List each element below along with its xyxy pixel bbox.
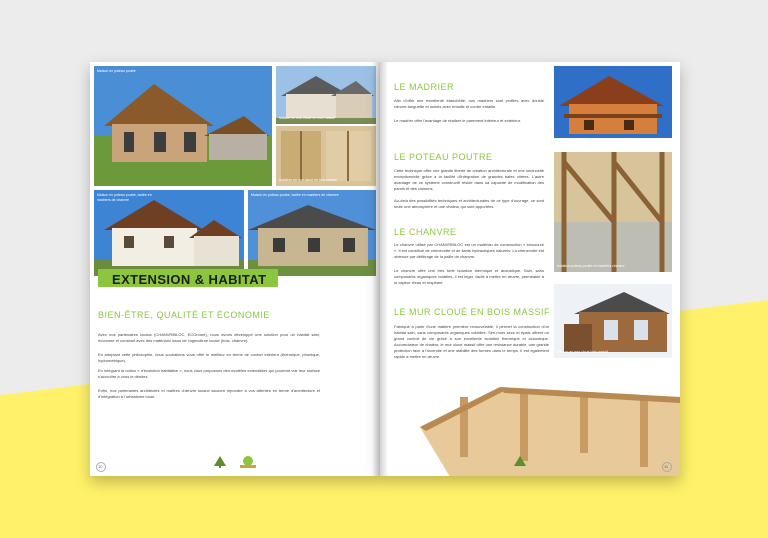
left-page <box>90 62 380 476</box>
photo5-caption: Maison en poteau poutre, isolée en madriers de chanvre <box>251 193 339 197</box>
photo3-caption: Isolation en mur cloué en bois massif <box>279 178 337 182</box>
poteau-paragraph-1: Cette technique offre une grande liberté de création architecturale et une luminosité exceptionnelle grâce à la facilité d'intégration de grandes baies vitrées. L'autre avantage de ce système constructif réside dans sa capacité de modification des parois et des cloisons. <box>394 168 544 191</box>
right-page <box>380 62 680 476</box>
intro-paragraph-3: En intégrant la notion « d'évolution habitative », nous vous proposons des modèles extensibles qui pourront voir leur surface s'accroître à vous le désirez. <box>98 368 320 379</box>
page-number-left: 10 <box>98 464 103 469</box>
intro-paragraph-2: En adoptant cette philosophie, nous souhaitons vous offrir le meilleur en terme de confort intérieur (thermique, phonique, hydrométrique). <box>98 352 320 363</box>
chanvre-paragraph-2: Le chanvre offre une très forte isolation thermique et acoustique. Sain, sans composants organiques volatiles, il est léger, facile à mettre en œuvre, perméable à la vapeur d'eau et respirant. <box>394 268 544 285</box>
photo-nailed-wood-house <box>554 284 672 358</box>
photo2-caption: Maison en mur cloué en bois massif <box>279 116 335 120</box>
section-title: BIEN-ÊTRE, QUALITÉ ET ÉCONOMIE <box>98 310 270 320</box>
poteau-paragraph-2: Au-delà des possibilités techniques et architecturales de ce type d'ouvrage, ce sont toute une atmosphère et une chaleur qui sont apportées. <box>394 198 544 209</box>
chanvre-title: LE CHANVRE <box>394 227 457 237</box>
madrier-title: LE MADRIER <box>394 82 455 92</box>
nailed-house-caption: Maison en mur cloué bois massif <box>557 350 608 354</box>
partner-logo-alp <box>238 455 258 469</box>
photo4-caption: Maison en poteau poutre, isolée en madriers de chanvre <box>97 193 152 202</box>
photo-hemp-house-2 <box>248 190 376 276</box>
partner-logo-tree <box>212 456 228 468</box>
intro-paragraph-1: Avec nos partenaires locaux (CHANVRIBLOC, ECOmuré), nous avons développé une solution pour un habitat sain, économe et construit avec des matériaux issus de l'agriculture locale (bois, chanvre). <box>98 332 320 343</box>
photo1-caption: Maison en poteau poutre <box>97 69 136 73</box>
post-beam-caption: Isolation poteau poutre et madriers chanvre <box>557 264 625 268</box>
page-number-right: 11 <box>664 464 669 469</box>
intro-paragraph-4: Enfin, nos partenaires architectes et maîtres d'œuvre locaux sauront répondre à vos attentes en terme d'architecture et d'intégration à l'urbanisme local. <box>98 388 320 399</box>
photo-post-beam-house <box>94 66 272 186</box>
photo-post-beam-frame <box>554 152 672 272</box>
madrier-paragraph-1: Afin d'offrir une excellente étanchéité, nos madriers sont profilés avec double rainure-languette et usinés avec entaille et contre entaille. <box>394 98 544 109</box>
chanvre-paragraph-1: Le chanvre utilisé par CHANVRIBLOC est un matériau de construction « biosourcé ». Il est constitué de chènevotte et de liants hydrauliques naturels. La chènevotte est obtenue par défibrage de la paille de chanvre. <box>394 242 544 259</box>
poteau-poutre-title: LE POTEAU POUTRE <box>394 152 493 162</box>
photo-madrier-chalet <box>554 66 672 138</box>
banner-title: EXTENSION & HABITAT <box>112 272 267 287</box>
wall-structure-render <box>420 367 680 476</box>
photo-nailed-insulation <box>276 126 376 186</box>
photo-hemp-house-1 <box>94 190 244 276</box>
mur-cloue-title: LE MUR CLOUÉ EN BOIS MASSIF <box>394 307 551 317</box>
partner-logo-tree-right <box>512 456 528 468</box>
mur-cloue-paragraph: Fabriqué à partir d'une matière première renouvelable, il permet la construction d'un habitat sain, sans composants organiques volatiles. Ses murs secs et épais offrent un grand confort de vie grâce à son excellente isolation thermique et acoustique. Accumulateur de chaleur, le mur cloué massif offre une résistance durable, une grande protection face à l'incendie et une stabilité des formes dans le temps. Il est également rapide à mettre en œuvre. <box>394 324 549 359</box>
madrier-paragraph-2: Le madrier offre l'avantage de réaliser le parement intérieur et extérieur. <box>394 118 521 123</box>
book-spine-shadow <box>372 62 388 476</box>
photo-nailed-house <box>276 66 376 124</box>
